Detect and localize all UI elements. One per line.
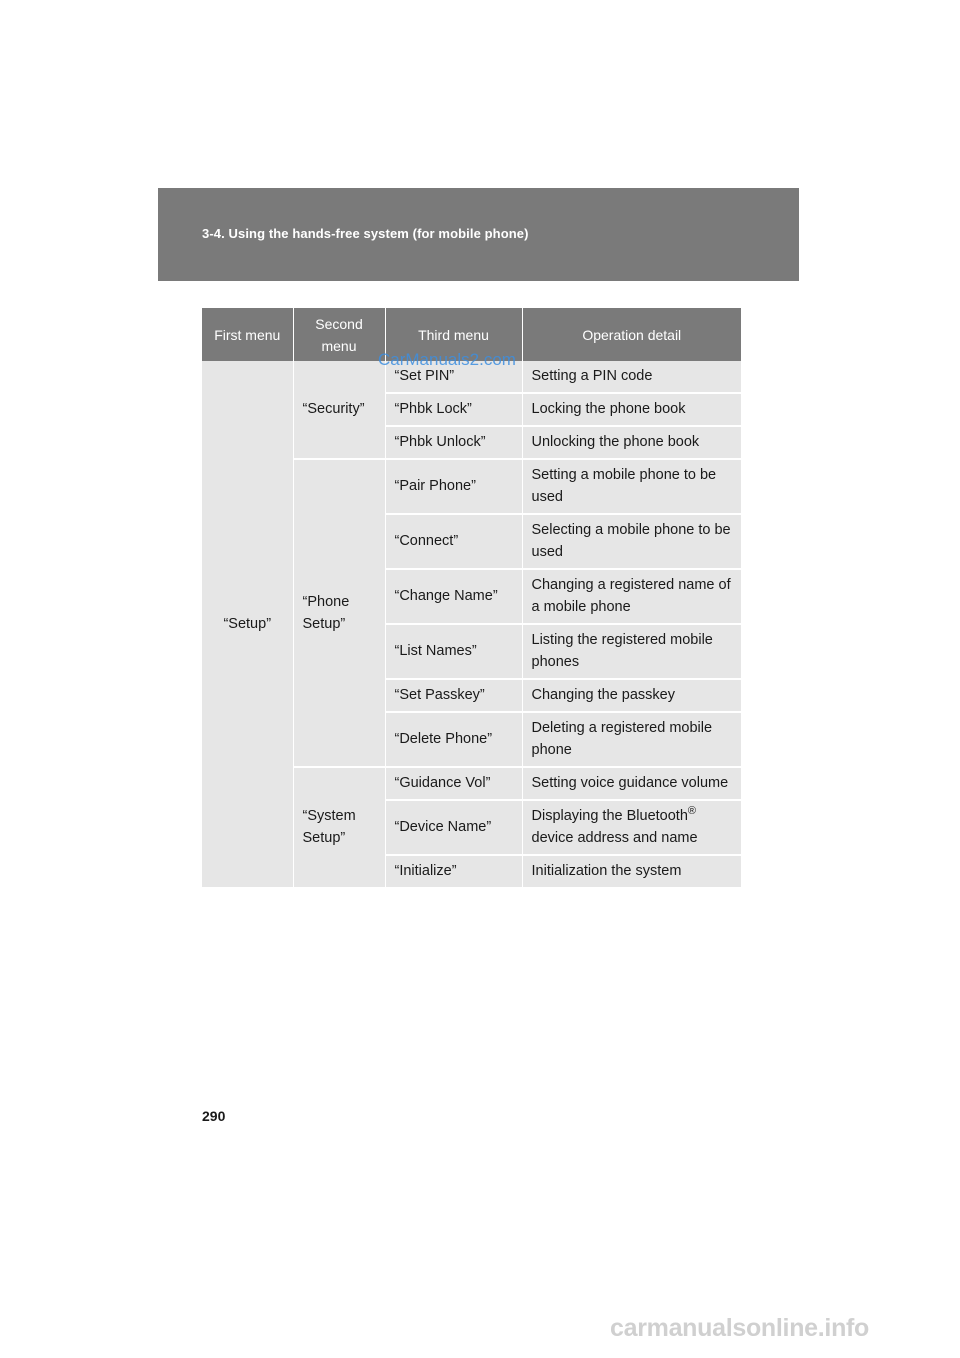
operation-detail-cell: Changing the passkey [522, 679, 741, 712]
third-menu-cell: “Phbk Lock” [385, 393, 522, 426]
detail-text: Displaying the Bluetooth [531, 808, 688, 824]
third-menu-cell: “Guidance Vol” [385, 767, 522, 800]
column-header-first-menu: First menu [202, 308, 293, 361]
third-menu-cell: “Connect” [385, 514, 522, 569]
operation-detail-cell: Setting a mobile phone to be used [522, 459, 741, 514]
operation-detail-cell [522, 800, 741, 855]
column-header-operation-detail: Operation detail [522, 308, 741, 361]
third-menu-cell: “Delete Phone” [385, 712, 522, 767]
third-menu-cell: “Phbk Unlock” [385, 426, 522, 459]
third-menu-cell: “Initialize” [385, 855, 522, 888]
third-menu-cell: “Change Name” [385, 569, 522, 624]
footer-watermark: carmanualsonline.info [610, 1314, 870, 1342]
third-menu-cell: “List Names” [385, 624, 522, 679]
column-header-third-menu: Third menu [385, 308, 522, 361]
operation-detail-cell: Setting a PIN code [522, 361, 741, 393]
detail-text-rest: device address and name [531, 830, 698, 846]
operation-detail-cell: Unlocking the phone book [522, 426, 741, 459]
operation-detail-cell: Setting voice guidance volume [522, 767, 741, 800]
third-menu-cell: “Set PIN” [385, 361, 522, 393]
third-menu-cell: “Pair Phone” [385, 459, 522, 514]
operation-detail-cell: Selecting a mobile phone to be used [522, 514, 741, 569]
operation-detail-cell: Locking the phone book [522, 393, 741, 426]
second-menu-cell: “System Setup” [293, 767, 385, 888]
operation-detail-cell: Changing a registered name of a mobile phone [522, 569, 741, 624]
second-menu-cell: “Security” [293, 361, 385, 459]
first-menu-cell: “Setup” [202, 361, 293, 888]
menu-table [202, 308, 741, 889]
section-header [158, 188, 799, 281]
operation-detail-cell: Deleting a registered mobile phone [522, 712, 741, 767]
section-title: 3-4. Using the hands-free system (for mobile phone) [202, 226, 529, 241]
operation-detail-cell: Listing the registered mobile phones [522, 624, 741, 679]
page-number: 290 [202, 1108, 226, 1124]
third-menu-cell: “Set Passkey” [385, 679, 522, 712]
operation-detail-cell: Initialization the system [522, 855, 741, 888]
column-header-second-menu: Second menu [293, 308, 385, 361]
second-menu-cell: “Phone Setup” [293, 459, 385, 767]
registered-mark: ® [687, 805, 696, 818]
watermark: CarManuals2.com [378, 350, 516, 369]
third-menu-cell: “Device Name” [385, 800, 522, 855]
